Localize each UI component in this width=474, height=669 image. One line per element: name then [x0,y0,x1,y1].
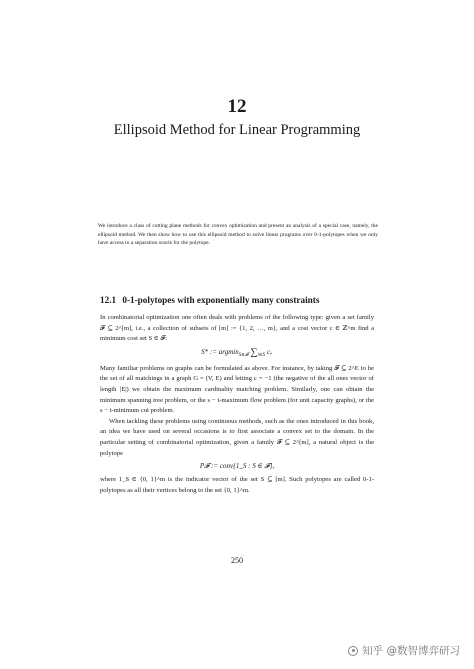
equation-sum-symbol: ∑ [250,346,258,358]
watermark-text: 知乎 @数智博弈研习 [362,645,460,657]
chapter-abstract: We introduce a class of cutting plane methods for convex optimization and present an analysis of a special case, namely, the ellipsoid method. We then show how to use this ellipsoid method to solve linear programs over 0-1-polytopes when we only have access to a separation oracle for the polytope. [98,223,378,247]
equation-sum-sub: i∈S [257,352,266,358]
section-heading [100,295,390,305]
paragraph-1: In combinatorial optimization one often deals with problems of the following type: given a set family 𝓕 ⊆ 2^[m], i.e., a collection of subsets of [m] := {1, 2, …, m}, and a cost vector c ∈ ℤ^m find a minimum cost set S ∈ 𝓕: [100,314,374,343]
chapter-title: Ellipsoid Method for Linear Programming [113,122,361,138]
paragraph-3: When tackling these problems using continuous methods, such as the ones introduced in this book, an idea we have used on several occasions is to first associate a convex set to the domain. In the particular setting of combinatorial optimization, given a family 𝓕 ⊆ 2^[m], a natural object is the polytope [100,417,374,457]
equation-argmin [100,348,374,360]
page-number: 250 [231,556,243,565]
equation-argmin-sub: S∈𝓕 [238,352,249,358]
section-number: 12.1 [100,295,117,305]
watermark [348,643,460,658]
equation-polytope: P𝓕 := conv{1_S : S ∈ 𝓕}, [199,462,275,471]
equation-argmin-term: cᵢ. [266,347,273,356]
section-title: 0-1-polytopes with exponentially many constraints [122,295,320,305]
section-body [100,313,374,496]
paragraph-4: where 1_S ∈ {0, 1}^m is the indicator vector of the set S ⊆ [m]. Such polytopes are called 0-1-polytopes as all their vertices belong to the set {0, 1}^m. [100,476,374,494]
watermark-icon [348,646,358,656]
equation-argmin-lhs: S* := argmin [201,347,239,356]
chapter-number: 12 [227,96,247,117]
paragraph-2: Many familiar problems on graphs can be formulated as above. For instance, by taking 𝓕 ⊆ 2^E to be the set of all matchings in a graph G = (V, E) and letting c = −1 (the negative of the all ones vector of length |E|) we obtain the maximum cardinality matching problem. Similarly, one can obtain the minimum spanning tree problem, or the s − t-maximum flow problem (for unit capacity graphs), or the s − t-minimum cut problem. [100,364,374,415]
